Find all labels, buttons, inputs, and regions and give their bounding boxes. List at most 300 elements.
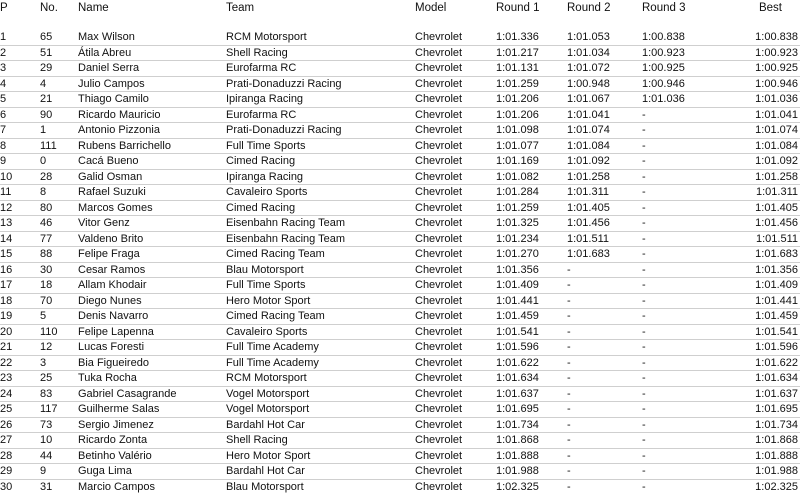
- round-2-time-cell: 1:01.084: [567, 138, 642, 154]
- round-1-time-cell: 1:01.459: [496, 309, 567, 325]
- round-2-time-cell: 1:01.034: [567, 45, 642, 61]
- best-time-cell: 1:01.511: [741, 231, 800, 247]
- team-name-cell: Full Time Sports: [226, 278, 415, 294]
- header-number: No.: [40, 2, 58, 14]
- model-cell: Chevrolet: [415, 138, 496, 154]
- driver-name-cell: Julio Campos: [78, 76, 226, 92]
- round-3-time-cell: -: [642, 324, 741, 340]
- driver-name-cell: Marcos Gomes: [78, 200, 226, 216]
- best-time-cell: 1:01.041: [741, 107, 800, 123]
- car-number-cell: 25: [40, 371, 78, 387]
- round-2-time-cell: -: [567, 324, 642, 340]
- car-number-cell: 73: [40, 417, 78, 433]
- model-cell: Chevrolet: [415, 293, 496, 309]
- round-3-time-cell: -: [642, 417, 741, 433]
- best-time-cell: 1:01.084: [741, 138, 800, 154]
- driver-name-cell: Max Wilson: [78, 30, 226, 45]
- driver-name-cell: Antonio Pizzonia: [78, 123, 226, 139]
- round-1-time-cell: 1:01.441: [496, 293, 567, 309]
- team-name-cell: Vogel Motorsport: [226, 386, 415, 402]
- round-2-time-cell: -: [567, 293, 642, 309]
- team-name-cell: RCM Motorsport: [226, 30, 415, 45]
- model-cell: Chevrolet: [415, 417, 496, 433]
- round-2-time-cell: -: [567, 417, 642, 433]
- best-time-cell: 1:01.311: [741, 185, 800, 201]
- model-cell: Chevrolet: [415, 247, 496, 263]
- model-cell: Chevrolet: [415, 30, 496, 45]
- car-number-cell: 117: [40, 402, 78, 418]
- driver-name-cell: Betinho Valério: [78, 448, 226, 464]
- round-1-time-cell: 1:01.270: [496, 247, 567, 263]
- round-2-time-cell: -: [567, 402, 642, 418]
- position-cell: 12: [0, 200, 40, 216]
- driver-name-cell: Cacá Bueno: [78, 154, 226, 170]
- table-row: [0, 402, 800, 418]
- table-row: [0, 138, 800, 154]
- round-2-time-cell: -: [567, 262, 642, 278]
- position-cell: 21: [0, 340, 40, 356]
- round-2-time-cell: 1:01.258: [567, 169, 642, 185]
- position-cell: 17: [0, 278, 40, 294]
- round-3-time-cell: -: [642, 402, 741, 418]
- best-time-cell: 1:01.868: [741, 433, 800, 449]
- position-cell: 7: [0, 123, 40, 139]
- driver-name-cell: Sergio Jimenez: [78, 417, 226, 433]
- model-cell: Chevrolet: [415, 402, 496, 418]
- team-name-cell: Hero Motor Sport: [226, 293, 415, 309]
- round-2-time-cell: -: [567, 433, 642, 449]
- results-body: [0, 16, 800, 494]
- table-row: [0, 417, 800, 433]
- team-name-cell: Blau Motorsport: [226, 480, 304, 493]
- driver-name-cell: Tuka Rocha: [78, 371, 226, 387]
- round-3-time-cell: -: [642, 293, 741, 309]
- driver-name-cell: Daniel Serra: [78, 61, 226, 77]
- best-time-cell: 1:00.838: [741, 30, 800, 45]
- best-time-cell: 1:01.258: [741, 169, 800, 185]
- round-1-time-cell: 1:01.336: [496, 30, 567, 45]
- table-row: [0, 216, 800, 232]
- table-row: [0, 479, 800, 494]
- team-name-cell: Eisenbahn Racing Team: [226, 231, 415, 247]
- car-number-cell: 4: [40, 76, 78, 92]
- round-3-time-cell: 1:00.923: [642, 45, 741, 61]
- best-time-cell: 1:01.888: [741, 448, 800, 464]
- position-cell: 23: [0, 371, 40, 387]
- best-time-cell: 1:01.683: [741, 247, 800, 263]
- round-1-time-cell: 1:01.206: [496, 92, 567, 108]
- position-cell: 1: [0, 30, 40, 45]
- model-cell: Chevrolet: [415, 231, 496, 247]
- position-cell: 10: [0, 169, 40, 185]
- round-3-time-cell: -: [642, 480, 646, 493]
- car-number-cell: 83: [40, 386, 78, 402]
- driver-name-cell: Denis Navarro: [78, 309, 226, 325]
- position-cell: 6: [0, 107, 40, 123]
- driver-name-cell: Bia Figueiredo: [78, 355, 226, 371]
- driver-name-cell: Gabriel Casagrande: [78, 386, 226, 402]
- round-3-time-cell: -: [642, 386, 741, 402]
- position-cell: 14: [0, 231, 40, 247]
- team-name-cell: RCM Motorsport: [226, 371, 415, 387]
- position-cell: 13: [0, 216, 40, 232]
- team-name-cell: Cimed Racing: [226, 154, 415, 170]
- position-cell: 25: [0, 402, 40, 418]
- best-time-cell: 1:01.734: [741, 417, 800, 433]
- model-cell: Chevrolet: [415, 169, 496, 185]
- round-3-time-cell: -: [642, 154, 741, 170]
- header-position: P: [0, 2, 8, 14]
- car-number-cell: 5: [40, 309, 78, 325]
- position-cell: 24: [0, 386, 40, 402]
- round-2-time-cell: -: [567, 371, 642, 387]
- round-1-time-cell: 1:01.284: [496, 185, 567, 201]
- position-cell: 18: [0, 293, 40, 309]
- model-cell: Chevrolet: [415, 216, 496, 232]
- model-cell: Chevrolet: [415, 185, 496, 201]
- round-3-time-cell: -: [642, 169, 741, 185]
- round-2-time-cell: 1:00.948: [567, 76, 642, 92]
- best-time-cell: 1:01.622: [741, 355, 800, 371]
- best-time-cell: 1:01.405: [741, 200, 800, 216]
- car-number-cell: 51: [40, 45, 78, 61]
- team-name-cell: Shell Racing: [226, 45, 415, 61]
- model-cell: Chevrolet: [415, 92, 496, 108]
- round-3-time-cell: -: [642, 355, 741, 371]
- round-2-time-cell: 1:01.067: [567, 92, 642, 108]
- car-number-cell: 110: [40, 324, 78, 340]
- best-time-cell: 1:01.988: [741, 464, 800, 480]
- model-cell: Chevrolet: [415, 464, 496, 480]
- round-1-time-cell: 1:01.868: [496, 433, 567, 449]
- driver-name-cell: Cesar Ramos: [78, 262, 226, 278]
- car-number-cell: 65: [40, 30, 78, 45]
- car-number-cell: 18: [40, 278, 78, 294]
- table-row: [0, 324, 800, 340]
- team-name-cell: Eisenbahn Racing Team: [226, 216, 415, 232]
- model-cell: Chevrolet: [415, 61, 496, 77]
- table-row: [0, 262, 800, 278]
- team-name-cell: Cimed Racing Team: [226, 247, 415, 263]
- round-3-time-cell: -: [642, 123, 741, 139]
- car-number-cell: 28: [40, 169, 78, 185]
- best-time-cell: 1:01.459: [741, 309, 800, 325]
- round-2-time-cell: -: [567, 355, 642, 371]
- car-number-cell: 3: [40, 355, 78, 371]
- driver-name-cell: Lucas Foresti: [78, 340, 226, 356]
- car-number-cell: 44: [40, 448, 78, 464]
- position-cell: 29: [0, 464, 40, 480]
- round-2-time-cell: -: [567, 464, 642, 480]
- round-1-time-cell: 1:01.541: [496, 324, 567, 340]
- round-3-time-cell: -: [642, 262, 741, 278]
- best-time-cell: 1:01.634: [741, 371, 800, 387]
- round-3-time-cell: -: [642, 231, 741, 247]
- position-cell: 9: [0, 154, 40, 170]
- header-row: [0, 0, 800, 16]
- car-number-cell: 77: [40, 231, 78, 247]
- model-cell: Chevrolet: [415, 386, 496, 402]
- table-row: [0, 386, 800, 402]
- model-cell: Chevrolet: [415, 45, 496, 61]
- round-1-time-cell: 1:01.169: [496, 154, 567, 170]
- position-cell: 5: [0, 92, 40, 108]
- round-1-time-cell: 1:01.356: [496, 262, 567, 278]
- best-time-cell: 1:00.925: [741, 61, 800, 77]
- round-2-time-cell: 1:01.456: [567, 216, 642, 232]
- best-time-cell: 1:00.946: [741, 76, 800, 92]
- model-cell: Chevrolet: [415, 324, 496, 340]
- table-row: [0, 200, 800, 216]
- team-name-cell: Hero Motor Sport: [226, 448, 415, 464]
- best-time-cell: 1:01.409: [741, 278, 800, 294]
- model-cell: Chevrolet: [415, 278, 496, 294]
- round-1-time-cell: 1:01.637: [496, 386, 567, 402]
- car-number-cell: 30: [40, 262, 78, 278]
- team-name-cell: Full Time Academy: [226, 355, 415, 371]
- model-cell: Chevrolet: [415, 340, 496, 356]
- round-1-time-cell: 1:01.206: [496, 107, 567, 123]
- table-row: [0, 355, 800, 371]
- round-1-time-cell: 1:01.131: [496, 61, 567, 77]
- driver-name-cell: Rubens Barrichello: [78, 138, 226, 154]
- round-1-time-cell: 1:01.077: [496, 138, 567, 154]
- driver-name-cell: Felipe Lapenna: [78, 324, 226, 340]
- round-3-time-cell: -: [642, 185, 741, 201]
- round-3-time-cell: -: [642, 448, 741, 464]
- table-row: [0, 371, 800, 387]
- header-model: Model: [415, 2, 447, 14]
- car-number-cell: 70: [40, 293, 78, 309]
- driver-name-cell: Allam Khodair: [78, 278, 226, 294]
- car-number-cell: 111: [40, 138, 78, 154]
- best-time-cell: 1:01.092: [741, 154, 800, 170]
- team-name-cell: Shell Racing: [226, 433, 415, 449]
- driver-name-cell: Marcio Campos: [78, 480, 156, 493]
- position-cell: 20: [0, 324, 40, 340]
- best-time-cell: 1:01.695: [741, 402, 800, 418]
- table-row: [0, 169, 800, 185]
- best-time-cell: 1:01.456: [741, 216, 800, 232]
- round-2-time-cell: 1:01.053: [567, 30, 642, 45]
- round-3-time-cell: -: [642, 138, 741, 154]
- round-1-time-cell: 1:01.988: [496, 464, 567, 480]
- round-3-time-cell: -: [642, 216, 741, 232]
- car-number-cell: 1: [40, 123, 78, 139]
- team-name-cell: Cavaleiro Sports: [226, 324, 415, 340]
- round-1-time-cell: 1:01.259: [496, 200, 567, 216]
- round-1-time-cell: 1:01.098: [496, 123, 567, 139]
- spacer-cell: [0, 16, 800, 30]
- header-best: Best: [758, 2, 782, 14]
- table-row: [0, 433, 800, 449]
- driver-name-cell: Vitor Genz: [78, 216, 226, 232]
- round-3-time-cell: -: [642, 309, 741, 325]
- driver-name-cell: Guilherme Salas: [78, 402, 226, 418]
- car-number-cell: 9: [40, 464, 78, 480]
- position-cell: 19: [0, 309, 40, 325]
- driver-name-cell: Galid Osman: [78, 169, 226, 185]
- round-2-time-cell: 1:01.683: [567, 247, 642, 263]
- position-cell: 3: [0, 61, 40, 77]
- car-number-cell: 8: [40, 185, 78, 201]
- team-name-cell: Bardahl Hot Car: [226, 417, 415, 433]
- position-cell: 26: [0, 417, 40, 433]
- best-time-cell: 1:01.541: [741, 324, 800, 340]
- round-3-time-cell: -: [642, 464, 741, 480]
- table-row: [0, 92, 800, 108]
- round-3-time-cell: -: [642, 247, 741, 263]
- round-2-time-cell: -: [567, 480, 571, 493]
- model-cell: Chevrolet: [415, 107, 496, 123]
- car-number-cell: 29: [40, 61, 78, 77]
- position-cell: 4: [0, 76, 40, 92]
- car-number-cell: 0: [40, 154, 78, 170]
- position-cell: 27: [0, 433, 40, 449]
- best-time-cell: 1:01.637: [741, 386, 800, 402]
- round-3-time-cell: -: [642, 200, 741, 216]
- team-name-cell: Vogel Motorsport: [226, 402, 415, 418]
- round-1-time-cell: 1:01.888: [496, 448, 567, 464]
- position-cell: 22: [0, 355, 40, 371]
- driver-name-cell: Rafael Suzuki: [78, 185, 226, 201]
- model-cell: Chevrolet: [415, 433, 496, 449]
- round-3-time-cell: 1:00.925: [642, 61, 741, 77]
- car-number-cell: 12: [40, 340, 78, 356]
- table-row: [0, 448, 800, 464]
- driver-name-cell: Diego Nunes: [78, 293, 226, 309]
- header-team: Team: [226, 2, 255, 14]
- team-name-cell: Blau Motorsport: [226, 262, 415, 278]
- best-time-cell: 1:01.074: [741, 123, 800, 139]
- team-name-cell: Full Time Sports: [226, 138, 415, 154]
- round-2-time-cell: 1:01.511: [567, 231, 642, 247]
- team-name-cell: Cimed Racing Team: [226, 309, 415, 325]
- model-cell: Chevrolet: [415, 154, 496, 170]
- round-3-time-cell: 1:00.946: [642, 76, 741, 92]
- round-1-time-cell: 1:01.695: [496, 402, 567, 418]
- table-row: [0, 76, 800, 92]
- team-name-cell: Prati-Donaduzzi Racing: [226, 76, 415, 92]
- round-1-time-cell: 1:01.259: [496, 76, 567, 92]
- model-cell: Chevrolet: [415, 309, 496, 325]
- round-1-time-cell: 1:01.734: [496, 417, 567, 433]
- best-time-cell: 1:02.325: [755, 480, 798, 493]
- round-1-time-cell: 1:01.325: [496, 216, 567, 232]
- best-time-cell: 1:01.596: [741, 340, 800, 356]
- car-number-cell: 88: [40, 247, 78, 263]
- position-cell: 11: [0, 185, 40, 201]
- team-name-cell: Cimed Racing: [226, 200, 415, 216]
- best-time-cell: 1:01.036: [741, 92, 800, 108]
- round-1-time-cell: 1:01.596: [496, 340, 567, 356]
- team-name-cell: Prati-Donaduzzi Racing: [226, 123, 415, 139]
- round-3-time-cell: 1:00.838: [642, 30, 741, 45]
- table-row: [0, 293, 800, 309]
- team-name-cell: Eurofarma RC: [226, 107, 415, 123]
- header-round-2: Round 2: [567, 2, 611, 14]
- model-cell: Chevrolet: [415, 76, 496, 92]
- round-3-time-cell: -: [642, 371, 741, 387]
- model-cell: Chevrolet: [415, 480, 463, 493]
- car-number-cell: 31: [40, 480, 53, 493]
- position-cell: 2: [0, 45, 40, 61]
- car-number-cell: 90: [40, 107, 78, 123]
- model-cell: Chevrolet: [415, 262, 496, 278]
- spacer-row: [0, 16, 800, 30]
- car-number-cell: 10: [40, 433, 78, 449]
- driver-name-cell: Valdeno Brito: [78, 231, 226, 247]
- round-1-time-cell: 1:01.622: [496, 355, 567, 371]
- team-name-cell: Ipiranga Racing: [226, 169, 415, 185]
- round-3-time-cell: -: [642, 278, 741, 294]
- driver-name-cell: Guga Lima: [78, 464, 226, 480]
- table-row: [0, 247, 800, 263]
- best-time-cell: 1:01.356: [741, 262, 800, 278]
- team-name-cell: Cavaleiro Sports: [226, 185, 415, 201]
- car-number-cell: 21: [40, 92, 78, 108]
- round-1-time-cell: 1:01.409: [496, 278, 567, 294]
- round-2-time-cell: 1:01.072: [567, 61, 642, 77]
- table-row: [0, 107, 800, 123]
- header-name: Name: [78, 2, 109, 14]
- round-2-time-cell: -: [567, 448, 642, 464]
- table-row: [0, 231, 800, 247]
- round-2-time-cell: -: [567, 340, 642, 356]
- driver-name-cell: Ricardo Zonta: [78, 433, 226, 449]
- model-cell: Chevrolet: [415, 123, 496, 139]
- table-row: [0, 154, 800, 170]
- round-1-time-cell: 1:01.234: [496, 231, 567, 247]
- model-cell: Chevrolet: [415, 371, 496, 387]
- car-number-cell: 46: [40, 216, 78, 232]
- round-1-time-cell: 1:01.082: [496, 169, 567, 185]
- position-cell: 16: [0, 262, 40, 278]
- driver-name-cell: Thiago Camilo: [78, 92, 226, 108]
- round-1-time-cell: 1:02.325: [496, 480, 539, 493]
- round-1-time-cell: 1:01.634: [496, 371, 567, 387]
- position-cell: 28: [0, 448, 40, 464]
- best-time-cell: 1:00.923: [741, 45, 800, 61]
- round-3-time-cell: 1:01.036: [642, 92, 741, 108]
- model-cell: Chevrolet: [415, 200, 496, 216]
- round-3-time-cell: -: [642, 107, 741, 123]
- table-row: [0, 123, 800, 139]
- round-2-time-cell: -: [567, 309, 642, 325]
- round-2-time-cell: -: [567, 386, 642, 402]
- header-round-1: Round 1: [496, 2, 540, 14]
- team-name-cell: Eurofarma RC: [226, 61, 415, 77]
- table-row: [0, 340, 800, 356]
- round-2-time-cell: 1:01.405: [567, 200, 642, 216]
- round-1-time-cell: 1:01.217: [496, 45, 567, 61]
- table-row: [0, 278, 800, 294]
- round-2-time-cell: 1:01.311: [567, 185, 642, 201]
- team-name-cell: Ipiranga Racing: [226, 92, 415, 108]
- table-row: [0, 30, 800, 45]
- round-2-time-cell: 1:01.092: [567, 154, 642, 170]
- table-row: [0, 45, 800, 61]
- round-2-time-cell: -: [567, 278, 642, 294]
- model-cell: Chevrolet: [415, 448, 496, 464]
- round-3-time-cell: -: [642, 433, 741, 449]
- driver-name-cell: Felipe Fraga: [78, 247, 226, 263]
- table-row: [0, 309, 800, 325]
- team-name-cell: Full Time Academy: [226, 340, 415, 356]
- model-cell: Chevrolet: [415, 355, 496, 371]
- best-time-cell: 1:01.441: [741, 293, 800, 309]
- round-2-time-cell: 1:01.074: [567, 123, 642, 139]
